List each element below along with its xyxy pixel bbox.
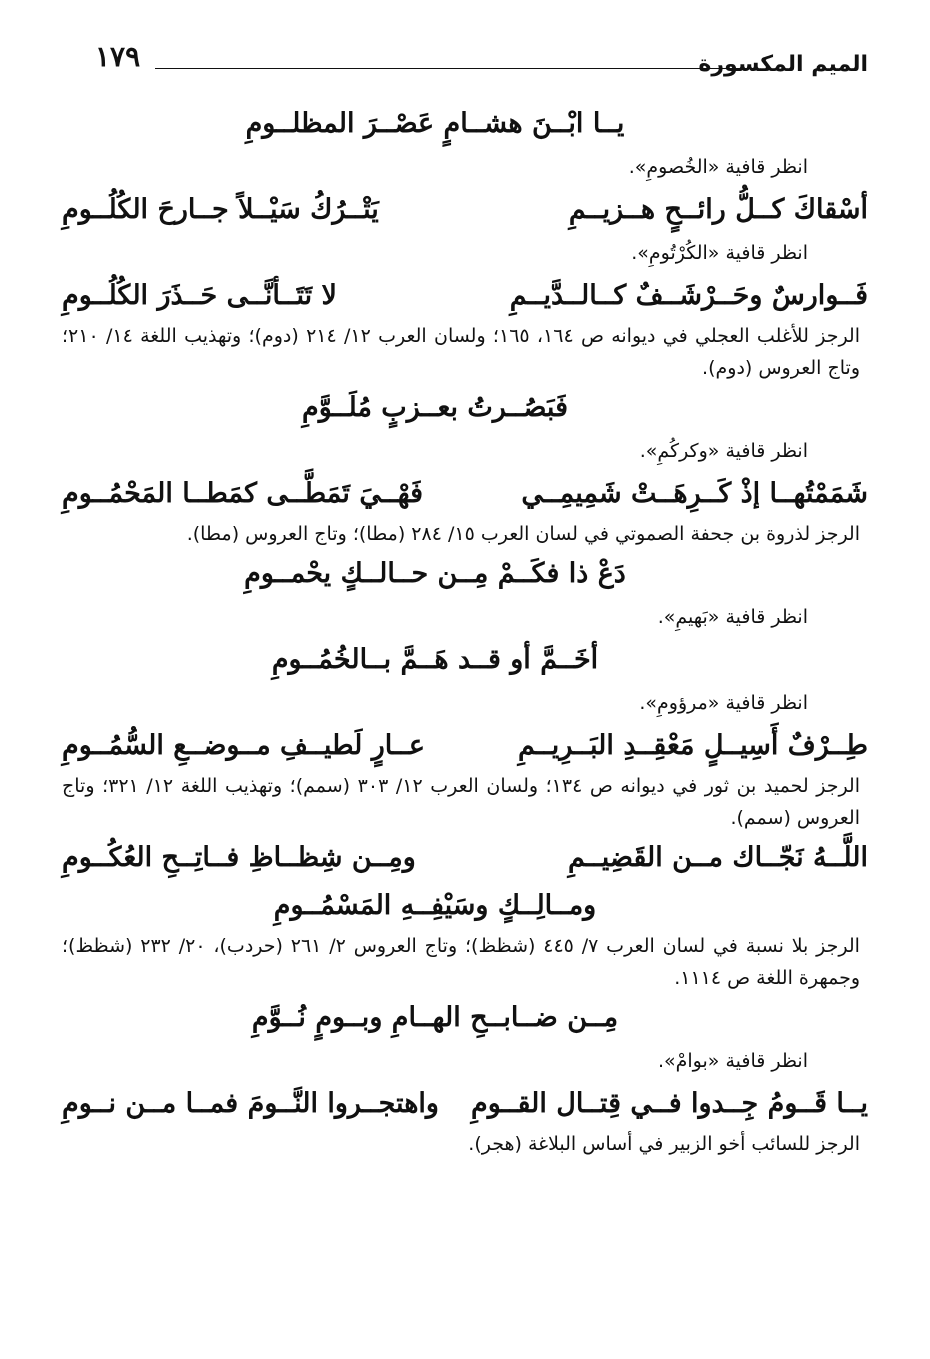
hemistich-left: واهتجــروا النَّــومَ فمــا مــن نــومِ — [62, 1088, 439, 1119]
running-title: الميم المكسورة — [698, 52, 868, 77]
source-note: الرجز للسائب أخو الزبير في أساس البلاغة (هجر). — [468, 1133, 860, 1155]
source-note: الرجز للأغلب العجلي في ديوانه ص ١٦٤، ١٦٥؛ ولسان العرب ١٢/ ٢١٤ (دوم)؛ وتهذيب اللغة ١٤/ ٢١٠؛ وتاج العروس (دوم). — [62, 325, 861, 379]
rhyme-reference: انظر قافية «مرؤومِ». — [639, 692, 808, 714]
verse-line: فَبَصُــرتُ بعــزبٍ مُلَــوَّمِ — [302, 392, 568, 423]
verse-line: دَعْ ذا فكَــمْ مِــن حــالــكٍ يحْمــومِ — [244, 558, 626, 589]
verse-line: يــا ابْــنَ هشــامٍ عَصْــرَ المظلــومِ — [245, 108, 625, 139]
verse-couplet — [62, 272, 868, 320]
hemistich-right: فَــوارسٌ وحَــرْشَــفٌ كــالــدَّيــمِ — [509, 280, 868, 311]
source-note: الرجز لذروة بن جحفة الصموتي في لسان العرب ١٥/ ٢٨٤ (مطا)؛ وتاج العروس (مطا). — [186, 523, 860, 545]
hemistich-right: يــا قَــومُ جِــدوا فــي قِتــال القــومِ — [471, 1088, 868, 1119]
verse-line: مِــن ضــابــحِ الهــامِ وبــومٍ نُــوَّمِ — [251, 1002, 619, 1033]
hemistich-left: عــارٍ لَطيــفِ مــوضــعِ السُّمُــومِ — [62, 730, 425, 761]
rhyme-reference: انظر قافية «وكركُمِ». — [639, 440, 808, 462]
hemistich-left: ومِــن شِظــاظِ فــاتِــحِ العُكُــومِ — [62, 842, 416, 873]
verse-couplet — [62, 1080, 868, 1128]
rhyme-reference: انظر قافية «بوامْ». — [657, 1050, 808, 1072]
page-content — [62, 100, 868, 1160]
hemistich-left: لا تَتَــأنَّــى حَــذَرَ الكُلُــومِ — [62, 280, 337, 311]
page-header — [95, 40, 868, 80]
verse-line: ومــالِــكٍ وسَيْفِــهِ المَسْمُــومِ — [273, 890, 597, 921]
hemistich-right: اللَّــهُ نَجّــاك مــن القَضِيــمِ — [568, 842, 868, 873]
hemistich-right: طِــرْفٌ أَسِيــلٍ مَعْقِــدِ البَــرِيــمِ — [518, 730, 868, 761]
hemistich-left: يَتْــرُكُ سَيْــلاً جــارحَ الكُلُــومِ — [62, 194, 379, 225]
rhyme-reference: انظر قافية «بَهيمِ». — [657, 606, 808, 628]
hemistich-left: فَهْــيَ تَمَطَّــى كمَطــا المَحْمُــومِ — [62, 478, 423, 509]
header-rule — [155, 68, 748, 69]
source-note: الرجز لحميد بن ثور في ديوانه ص ١٣٤؛ ولسان العرب ١٢/ ٣٠٣ (سمم)؛ وتهذيب اللغة ١٢/ ٣٢١؛ وتاج العروس (سمم). — [62, 775, 860, 829]
verse-couplet — [62, 186, 868, 234]
verse-couplet — [62, 834, 868, 882]
hemistich-right: شَمَمْتُهــا إذْ كَــرِهَــتْ شَمِيمِــي — [521, 478, 868, 509]
page-number: ١٧٩ — [95, 40, 141, 73]
hemistich-right: أسْقاكَ كــلُّ رائــحٍ هــزيــمِ — [568, 194, 868, 225]
rhyme-reference: انظر قافية «الكُرْتُومِ». — [631, 242, 808, 264]
source-note: الرجز بلا نسبة في لسان العرب ٧/ ٤٤٥ (شظظ)؛ وتاج العروس ٢/ ٢٦١ (حردب)، ٢٠/ ٢٣٢ (شظظ)؛ وجمهرة اللغة ص ١١١٤. — [62, 935, 860, 989]
rhyme-reference: انظر قافية «الخُصومِ». — [628, 156, 808, 178]
verse-couplet — [62, 722, 868, 770]
verse-couplet — [62, 470, 868, 518]
verse-line: أخَــمَّ أو قــد هَــمَّ بــالخُمُــومِ — [271, 644, 599, 675]
